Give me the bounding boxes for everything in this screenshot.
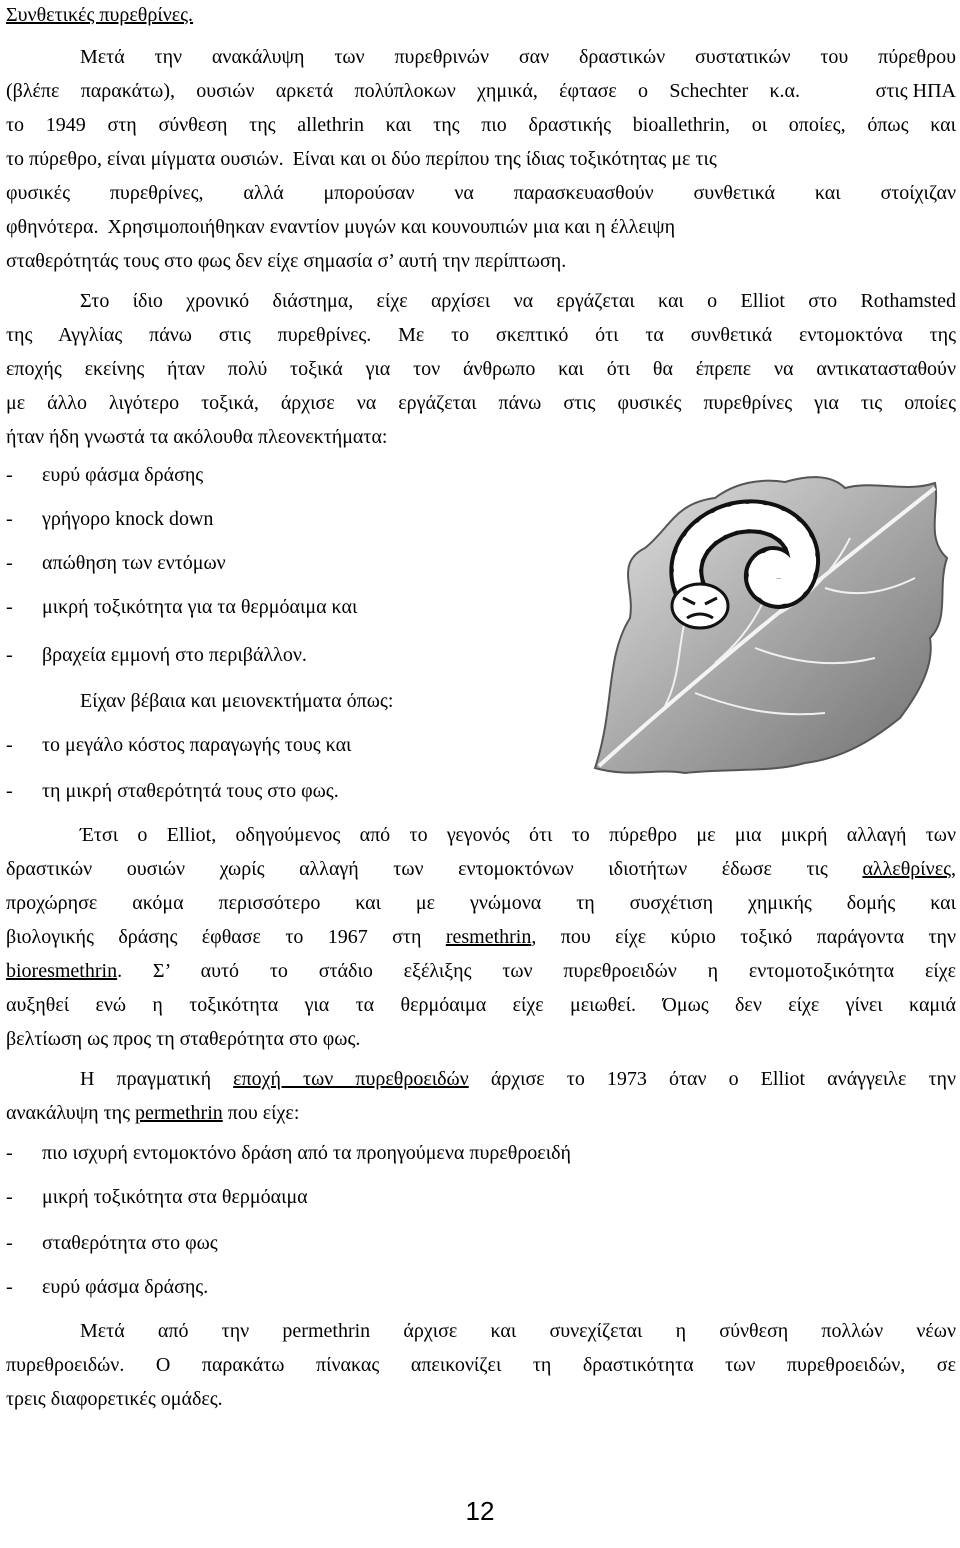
p3-line-3: προχώρησε ακόμα περισσότερο και με γνώμονα τη συσχέτιση χημικής δομής και xyxy=(6,892,956,914)
list-item-text: το μεγάλο κόστος παραγωγής τους και xyxy=(42,734,352,756)
p3-line-6: αυξηθεί ενώ η τοξικότητα για τα θερμόαιμα είχε μειωθεί. Όμως δεν είχε γίνει καμιά xyxy=(6,994,956,1016)
p1-line-7: σταθερότητάς τους στο φως δεν είχε σημασία σ’ αυτή την περίπτωση. xyxy=(6,250,567,272)
p1-line-5: φυσικές πυρεθρίνες, αλλά μπορούσαν να παρασκευασθούν συνθετικά και στοίχιζαν xyxy=(6,182,956,204)
section-heading xyxy=(6,0,956,32)
page-number: 12 xyxy=(465,1496,495,1526)
p1-line-3-row xyxy=(6,108,956,142)
list-item xyxy=(6,1136,571,1170)
p3-line-4 xyxy=(6,920,956,954)
bullet-dash: - xyxy=(6,1186,13,1208)
p4-line-1 xyxy=(80,1062,956,1096)
p5-line-3: τρεις διαφορετικές ομάδες. xyxy=(6,1388,223,1410)
p3-line-5c: . Σ’ αυτό το στάδιο εξέλιξης των πυρεθροειδών η εντομοτοξικότητα είχε xyxy=(117,960,956,982)
p3-line-2-end xyxy=(862,858,956,880)
p1-line-3-text: το 1949 στη σύνθεση της allethrin και της πιο δραστικής bioallethrin, οι οποίες, όπως και xyxy=(6,114,956,136)
p3-line-2 xyxy=(6,852,956,886)
list-item xyxy=(6,590,357,624)
p2-line-5: ήταν ήδη γνωστά τα ακόλουθα πλεονεκτήματα: xyxy=(6,426,388,448)
bullet-dash: - xyxy=(6,780,13,802)
bullet-dash: - xyxy=(6,552,13,574)
bullet-dash: - xyxy=(6,734,13,756)
p3-line-4a: βιολογικής δράσης έφθασε το 1967 στη xyxy=(6,926,422,948)
bullet-dash: - xyxy=(6,1276,13,1298)
p1-line-2-text: (βλέπε παρακάτω), ουσιών αρκετά πολύπλοκων χημικά, έφτασε ο Schechter κ.α. xyxy=(6,80,800,102)
bullet-dash: - xyxy=(6,1142,13,1164)
p1-line-6a: φθηνότερα. xyxy=(6,216,99,238)
list-item xyxy=(6,1270,208,1304)
p3-line-7: βελτίωση ως προς τη σταθερότητα στο φως. xyxy=(6,1028,361,1050)
list-item-text: ευρύ φάσμα δράσης xyxy=(42,464,204,486)
p4-line-2c: που είχε: xyxy=(227,1102,300,1124)
p3-line-2-comma: , xyxy=(951,858,957,880)
list-item-text: βραχεία εμμονή στο περιβάλλον. xyxy=(42,644,307,666)
p1-line-4a: το πύρεθρο, είναι μίγματα ουσιών. xyxy=(6,148,284,170)
p2-line-1: Στο ίδιο χρονικό διάστημα, είχε αρχίσει να εργάζεται και ο Elliot στο Rothamsted xyxy=(80,290,956,312)
bullet-dash: - xyxy=(6,508,13,530)
p2-line-2: της Αγγλίας πάνω στις πυρεθρίνες. Με το σκεπτικό ότι τα συνθετικά εντομοκτόνα της xyxy=(6,324,956,346)
list-item xyxy=(6,774,339,808)
heading-text: Συνθετικές πυρεθρίνες. xyxy=(6,4,194,26)
leaf-caterpillar-illustration xyxy=(575,468,955,783)
p4-line-2a: ανακάλυψη της xyxy=(6,1102,131,1124)
p1-line-2 xyxy=(6,74,800,108)
link-pyrethroid-era[interactable]: εποχή των πυρεθροειδών xyxy=(233,1068,469,1090)
bullet-dash: - xyxy=(6,464,13,486)
list-item xyxy=(6,502,213,536)
list-item xyxy=(6,728,351,762)
list-item xyxy=(6,1226,218,1260)
link-bioresmethrin[interactable]: bioresmethrin xyxy=(6,960,118,982)
caterpillar-head xyxy=(672,584,728,628)
p3-line-1: Έτσι ο Elliot, οδηγούμενος από το γεγονός ότι το πύρεθρο με μια μικρή αλλαγή των xyxy=(80,824,956,846)
p3-line-5 xyxy=(6,954,956,988)
p3-line-2a: δραστικών ουσιών χωρίς αλλαγή των εντομοκτόνων ιδιοτήτων έδωσε τις xyxy=(6,858,828,880)
list-item xyxy=(6,638,307,672)
p1-line-2-end: στις ΗΠΑ xyxy=(875,80,956,102)
p5-line-2: πυρεθροειδών. Ο παρακάτω πίνακας απεικονίζει τη δραστικότητα των πυρεθροειδών, σε xyxy=(6,1354,956,1376)
list-item-text: απώθηση των εντόμων xyxy=(42,552,226,574)
list-item xyxy=(6,458,203,492)
list-item xyxy=(6,546,226,580)
p2-line-4: με άλλο λιγότερο τοξικά, άρχισε να εργάζεται πάνω στις φυσικές πυρεθρίνες για τις οποίες xyxy=(6,392,956,414)
bullet-dash: - xyxy=(6,596,13,618)
p1-line-1: Μετά την ανακάλυψη των πυρεθρινών σαν δραστικών συστατικών του πύρεθρου xyxy=(80,46,956,68)
list-item-text: σταθερότητα στο φως xyxy=(42,1232,218,1254)
p4-line-1c: άρχισε το 1973 όταν ο Elliot ανάγγειλε την xyxy=(490,1068,957,1090)
disadvantages-intro: Είχαν βέβαια και μειονεκτήματα όπως: xyxy=(80,690,394,712)
bullet-dash: - xyxy=(6,644,13,666)
p4-line-1a: Η πραγματική xyxy=(80,1068,212,1090)
p1-line-6 xyxy=(6,210,956,244)
list-item-text: ευρύ φάσμα δράσης. xyxy=(42,1276,209,1298)
list-item-text: γρήγορο knock down xyxy=(42,508,214,530)
p2-line-3: εποχής εκείνης ήταν πολύ τοξικά για τον άνθρωπο και ότι θα έπρεπε να αντικατασταθούν xyxy=(6,358,956,380)
list-item-text: μικρή τοξικότητα για τα θερμόαιμα και xyxy=(42,596,358,618)
link-permethrin[interactable]: permethrin xyxy=(135,1102,223,1124)
link-resmethrin[interactable]: resmethrin xyxy=(445,926,532,948)
list-item-text: τη μικρή σταθερότητά τους στο φως. xyxy=(42,780,339,802)
p4-line-2 xyxy=(6,1096,956,1130)
list-item-text: πιο ισχυρή εντομοκτόνο δράση από τα προηγούμενα πυρεθροειδή xyxy=(42,1142,571,1164)
list-item xyxy=(6,1180,308,1214)
list-item-text: μικρή τοξικότητα στα θερμόαιμα xyxy=(42,1186,308,1208)
link-allethrins[interactable]: αλλεθρίνες xyxy=(862,858,952,880)
p3-line-4c: , που είχε κύριο τοξικό παράγοντα την xyxy=(531,926,957,948)
p1-line-6b: Χρησιμοποιήθηκαν εναντίον μυγών και κουνουπιών μια και η έλλειψη xyxy=(107,216,676,238)
p5-line-1: Μετά από την permethrin άρχισε και συνεχίζεται η σύνθεση πολλών νέων xyxy=(80,1320,956,1342)
p1-line-4 xyxy=(6,142,956,176)
bullet-dash: - xyxy=(6,1232,13,1254)
p1-line-4b: Είναι και οι δύο περίπου της ίδιας τοξικότητας με τις xyxy=(292,148,717,170)
